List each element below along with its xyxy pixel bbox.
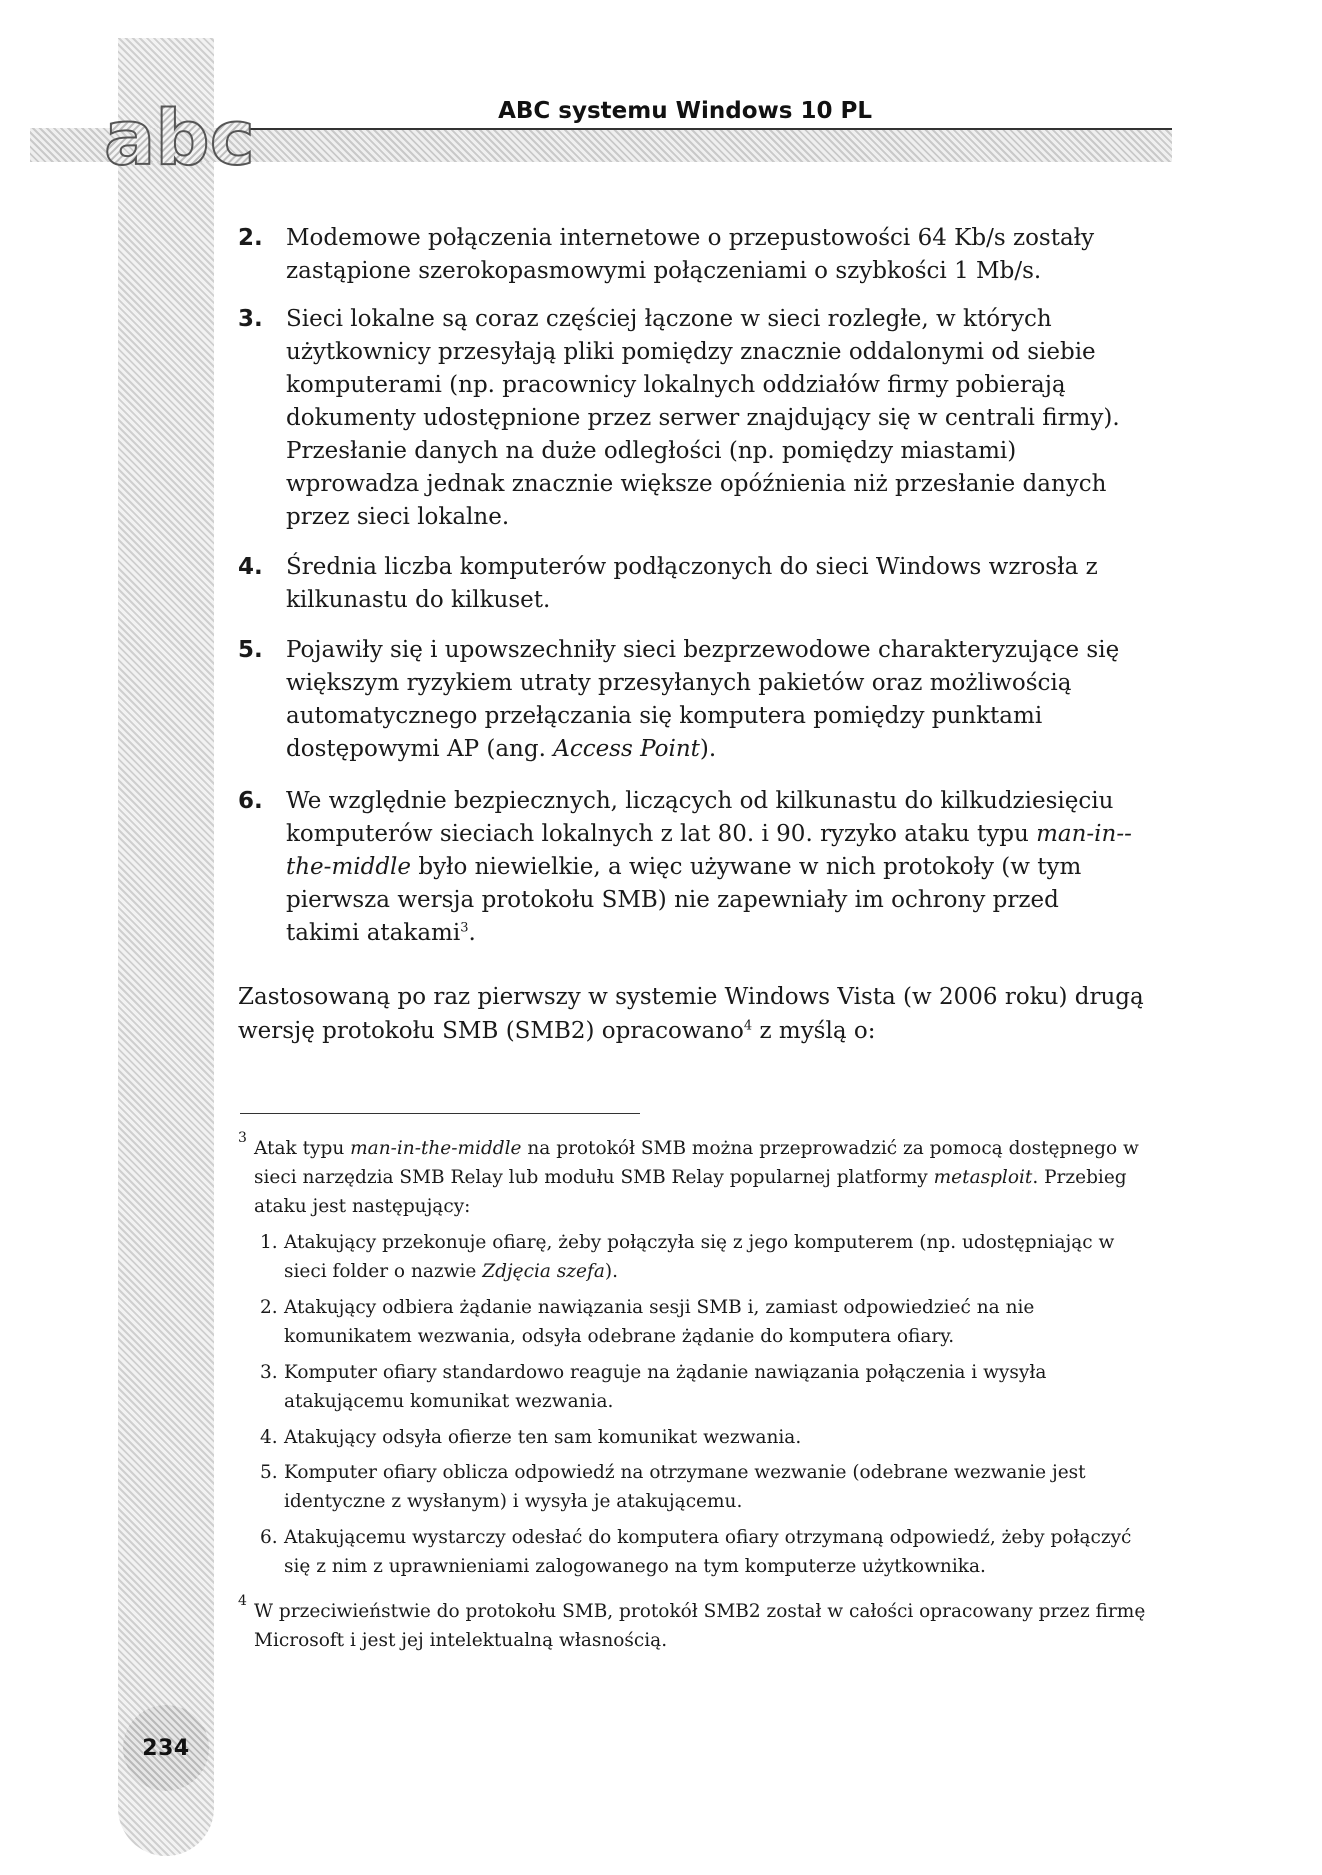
list-item-text: Sieci lokalne są coraz częściej łączone w sieci rozległe, w których użytkownicy przesyłają pliki pomiędzy znacznie oddalonymi od siebie komputerami (np. pracownicy lokalnych oddziałów firmy pobierają dokumenty udostępnione przez serwer znajdujący się w centrali firmy). Przesłanie danych na duże odległości (np. pomiędzy miastami) wprowadza jednak znacznie większe opóźnienia niż przesłanie danych przez sieci lokalne. <box>286 306 1120 530</box>
footnote-4 <box>238 1593 1168 1655</box>
page-number-badge <box>123 1705 209 1791</box>
abc-logo <box>98 93 255 182</box>
body-paragraph: Zastosowaną po raz pierwszy w systemie Windows Vista (w 2006 roku) drugą wersję protokołu SMB (SMB2) opracowano$^4$ z myślą o: <box>238 984 1144 1044</box>
list-item-text: Pojawiły się i upowszechniły sieci bezprzewodowe charakteryzujące się większym ryzykiem utraty przesyłanych pakietów oraz możliwością automatycznego przełączania się komputera pomiędzy punktami dostępowymi AP (ang. Access Point). <box>286 637 1120 762</box>
footnote-step: 1. Atakujący przekonuje ofiarę, żeby połączyła się z jego komputerem (np. udostępniając w sieci folder o nazwie Zdjęcia szefa). <box>260 1232 1115 1282</box>
list-item <box>238 785 1138 950</box>
page-header-title: ABC systemu Windows 10 PL <box>498 98 872 124</box>
list-item-number: 4. <box>238 554 263 580</box>
list-item <box>238 303 1138 534</box>
footnote-text: Atak typu man-in-the-middle na protokół SMB można przeprowadzić za pomocą dostępnego w sieci narzędzia SMB Relay lub modułu SMB Relay popularnej platformy metasploit. Przebieg ataku jest następujący: <box>254 1138 1139 1217</box>
list-item-text: We względnie bezpiecznych, liczących od kilkunastu do kilkudziesięciu komputerów sieciach lokalnych z lat 80. i 90. ryzyko ataku typu man-in--the-middle było niewielkie, a więc używane w nich protokoły (w tym pierwsza wersja protokołu SMB) nie zapewniały im ochrony przed takimi atakami$^3$. <box>286 788 1132 946</box>
list-item-text: Modemowe połączenia internetowe o przepustowości 64 Kb/s zostały zastąpione szerokopasmowymi połączeniami o szybkości 1 Mb/s. <box>286 225 1095 284</box>
footnote-mark: 4 <box>238 1593 247 1609</box>
footnote-text: W przeciwieństwie do protokołu SMB, protokół SMB2 został w całości opracowany przez firmę Microsoft i jest jej intelektualną własnością. <box>254 1601 1146 1651</box>
footnote-step: 3. Komputer ofiary standardowo reaguje na żądanie nawiązania połączenia i wysyła atakującemu komunikat wezwania. <box>260 1362 1047 1412</box>
footnote-separator <box>240 1113 640 1114</box>
header-rule <box>240 128 1172 130</box>
list-item-number: 6. <box>238 788 263 814</box>
footnote-ref[interactable]: 3 <box>460 920 469 936</box>
footnote-step: 2. Atakujący odbiera żądanie nawiązania sesji SMB i, zamiast odpowiedzieć na nie komunikatem wezwania, odsyła odebrane żądanie do komputera ofiary. <box>260 1297 1035 1347</box>
page-number: 234 <box>142 1735 190 1761</box>
footnote-step: 4. Atakujący odsyła ofierze ten sam komunikat wezwania. <box>260 1427 802 1448</box>
list-item-number: 3. <box>238 306 263 332</box>
list-item-number: 5. <box>238 637 263 663</box>
footnote-ref[interactable]: 4 <box>743 1018 753 1034</box>
footnote-mark: 3 <box>238 1130 247 1146</box>
side-decorative-strip <box>118 38 214 1856</box>
footnote-step: 6. Atakującemu wystarczy odesłać do komputera ofiary otrzymaną odpowiedź, żeby połączyć się z nim z uprawnieniami zalogowanego na tym komputerze użytkownika. <box>260 1527 1132 1577</box>
list-item <box>238 222 1138 288</box>
list-item-number: 2. <box>238 225 263 251</box>
list-item <box>238 551 1138 617</box>
list-item-text: Średnia liczba komputerów podłączonych do sieci Windows wzrosła z kilkunastu do kilkuset. <box>286 554 1098 613</box>
footnote-step: 5. Komputer ofiary oblicza odpowiedź na otrzymane wezwanie (odebrane wezwanie jest identyczne z wysłanym) i wysyła je atakującemu. <box>260 1462 1086 1512</box>
logo-text: abc <box>104 93 255 182</box>
list-item <box>238 634 1138 766</box>
footnote-3 <box>238 1130 1168 1221</box>
